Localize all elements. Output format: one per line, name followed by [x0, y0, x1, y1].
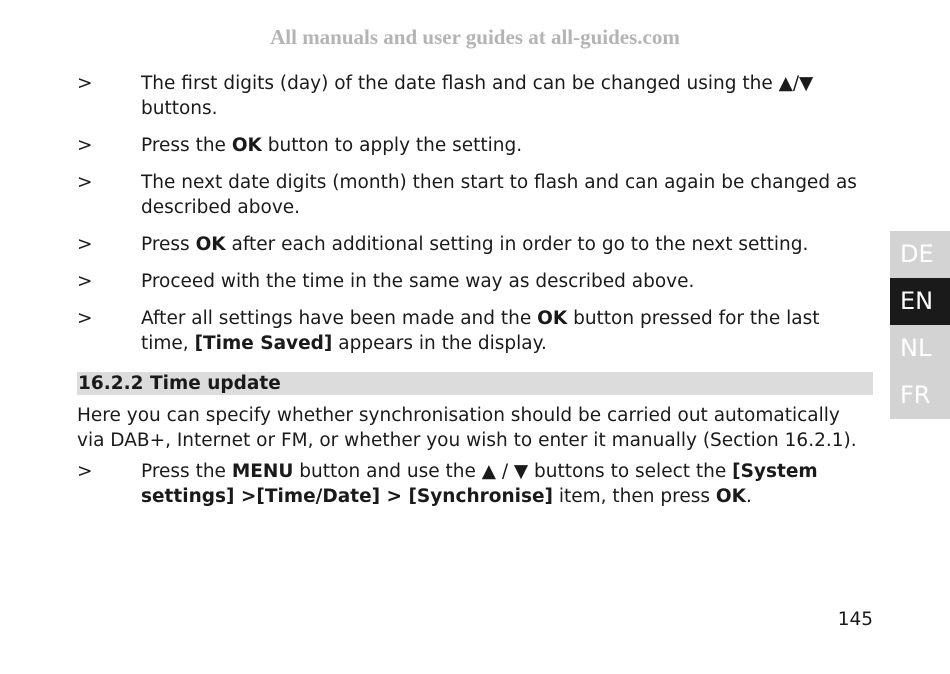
text-run: The next date digits (month) then start to flash and can again be changed as described above.: [141, 172, 857, 218]
bold-text: MENU: [231, 461, 294, 482]
bold-text: [System settings] >[Time/Date] > [Synchronise]: [141, 461, 818, 507]
text-run: Press the: [141, 461, 232, 482]
bold-text: OK: [231, 135, 262, 156]
page-number: 145: [837, 609, 873, 630]
instruction-item: [77, 170, 873, 220]
text-run: after each additional setting in order to go to the next setting.: [225, 234, 809, 255]
watermark-text: All manuals and user guides at all-guides.com: [270, 25, 680, 49]
text-run: button pressed for the last time,: [141, 308, 820, 354]
section-paragraph: Here you can specify whether synchronisation should be carried out automatically via DAB+, Internet or FM, or whether you wish to enter it manually (Section 16.2.1).: [77, 405, 857, 451]
bold-text: OK: [537, 308, 568, 329]
instruction-list-2: [77, 459, 873, 509]
text-run: After all settings have been made and the: [141, 308, 538, 329]
bullet-marker: >: [77, 172, 93, 193]
instruction-item: [77, 133, 873, 158]
bullet-marker: >: [77, 271, 93, 292]
text-run: The first digits (day) of the date flash and can be changed using the ▲/▼ buttons.: [141, 73, 814, 119]
bold-text: OK: [715, 486, 746, 507]
lang-tab-de[interactable]: DE: [890, 231, 950, 278]
bold-text: OK: [195, 234, 226, 255]
instruction-item: [77, 459, 873, 509]
lang-tab-fr[interactable]: FR: [890, 372, 950, 419]
text-run: Press: [141, 234, 196, 255]
section-heading: 16.2.2 Time update: [77, 372, 873, 395]
text-run: Press the: [141, 135, 232, 156]
bullet-marker: >: [77, 308, 93, 329]
bold-text: [Time Saved]: [194, 333, 333, 354]
bullet-marker: >: [77, 234, 93, 255]
text-run: item, then press: [552, 486, 716, 507]
page-content: [77, 71, 873, 521]
text-run: appears in the display.: [332, 333, 547, 354]
bullet-marker: >: [77, 135, 93, 156]
text-run: button to apply the setting.: [261, 135, 523, 156]
instruction-list: [77, 71, 873, 356]
instruction-item: [77, 232, 873, 257]
text-run: button and use the ▲ / ▼ buttons to select the: [293, 461, 733, 482]
lang-tab-nl[interactable]: NL: [890, 325, 950, 372]
instruction-item: [77, 71, 873, 121]
instruction-item: [77, 306, 873, 356]
text-run: .: [745, 486, 752, 507]
bullet-marker: >: [77, 73, 93, 94]
bullet-marker: >: [77, 461, 93, 482]
lang-tab-en[interactable]: EN: [890, 278, 950, 325]
text-run: Proceed with the time in the same way as described above.: [141, 271, 695, 292]
language-tabs: [890, 231, 950, 419]
instruction-item: [77, 269, 873, 294]
